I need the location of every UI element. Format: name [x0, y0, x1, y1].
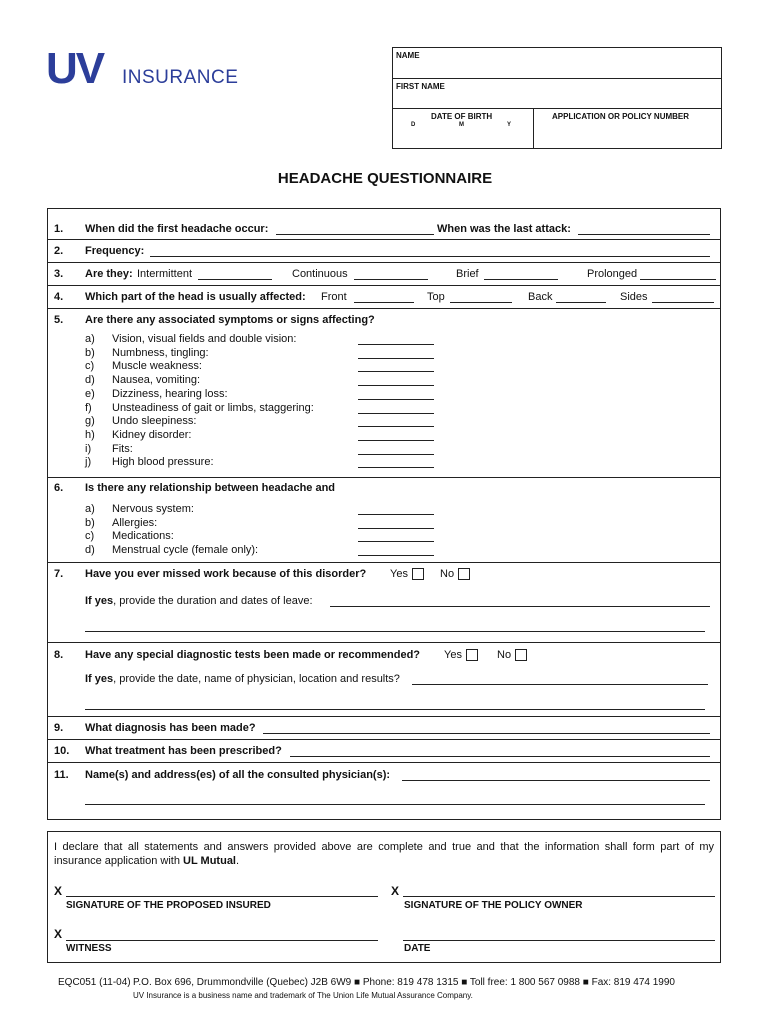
q5-item-label: Fits: [112, 442, 133, 455]
q5-item-answer[interactable] [358, 358, 434, 359]
q11-number: 11. [54, 769, 69, 781]
dob-label: DATE OF BIRTH [431, 112, 493, 121]
q8-no-checkbox[interactable] [515, 649, 527, 661]
declaration-company: UL Mutual [183, 855, 236, 867]
q6-item-label: Allergies: [112, 516, 158, 529]
q6-item-answer[interactable] [358, 555, 434, 556]
q3-brief-answer[interactable] [484, 279, 558, 280]
q6-item-letter: c) [85, 530, 95, 543]
q8-yes-checkbox[interactable] [466, 649, 478, 661]
q8-text: Have any special diagnostic tests been made or recommended? [85, 649, 421, 661]
q7-leave-answer[interactable] [330, 606, 710, 607]
witness-x: X [54, 927, 63, 941]
q6-text: Is there any relationship between headache and [85, 482, 336, 494]
form-code: EQC051 (11-04) [58, 977, 131, 988]
q6-item-answer[interactable] [358, 528, 434, 529]
q7-leave-answer-line2[interactable] [85, 631, 705, 632]
q11-text: Name(s) and address(es) of all the consulted physician(s): [85, 769, 391, 781]
q1-last-answer[interactable] [578, 234, 710, 235]
q7-yes-checkbox[interactable] [412, 568, 424, 580]
q9-number: 9. [54, 722, 64, 734]
q5-item-label: Unsteadiness of gait or limbs, staggering: [112, 401, 314, 414]
q3-intermittent-answer[interactable] [198, 279, 272, 280]
q8-no-option[interactable] [497, 649, 527, 661]
logo [46, 44, 246, 97]
q5-item-letter: g) [85, 415, 95, 428]
q6-item-answer[interactable] [358, 514, 434, 515]
first-name-field[interactable] [393, 79, 721, 109]
q9-text: What diagnosis has been made? [85, 722, 256, 734]
declaration-end: . [236, 855, 240, 867]
dob-field[interactable] [393, 109, 534, 148]
q5-item-label: Muscle weakness: [112, 360, 202, 373]
date-label: DATE [404, 943, 431, 954]
owner-signature-line[interactable] [403, 896, 715, 897]
q7-no-label: No [440, 568, 455, 580]
q11-answer[interactable] [402, 780, 710, 781]
q8-no-label: No [497, 649, 512, 661]
q4-opt-back: Back [528, 291, 553, 303]
q4-text: Which part of the head is usually affected: [85, 291, 306, 303]
q5-item-label: Dizziness, hearing loss: [112, 387, 228, 400]
q7-no-option[interactable] [440, 568, 470, 580]
q6-item-answer[interactable] [358, 541, 434, 542]
policy-number-field[interactable] [534, 109, 721, 148]
q6-item-letter: b) [85, 516, 95, 529]
q8-number: 8. [54, 649, 64, 661]
q5-item-answer[interactable] [358, 371, 434, 372]
q8-ifyes [85, 673, 400, 685]
q6-item-label: Nervous system: [112, 503, 194, 515]
q5-item-letter: d) [85, 374, 95, 387]
q1-number: 1. [54, 223, 64, 235]
name-field[interactable] [393, 48, 721, 79]
q6-item-label: Medications: [112, 530, 174, 543]
q5-item-label: Undo sleepiness: [112, 415, 197, 428]
questionnaire-box [47, 208, 721, 820]
q7-text: Have you ever missed work because of this disorder? [85, 568, 367, 580]
q4-sides-answer[interactable] [652, 302, 714, 303]
q5-item-label: High blood pressure: [112, 456, 214, 469]
q1-text-last: When was the last attack: [437, 223, 571, 235]
dob-y: Y [507, 122, 512, 128]
declaration-box [47, 831, 721, 963]
q2-number: 2. [54, 245, 64, 257]
q10-answer[interactable] [290, 756, 710, 757]
q5-text: Are there any associated symptoms or signs affecting? [85, 314, 375, 326]
insured-signature-line[interactable] [66, 896, 378, 897]
q5-item-label: Nausea, vomiting: [112, 374, 201, 387]
q3-opt-prolonged: Prolonged [587, 268, 638, 280]
q8-results-answer-line2[interactable] [85, 709, 705, 710]
witness-label: WITNESS [66, 943, 112, 954]
q6-number: 6. [54, 482, 64, 494]
q5-item-answer[interactable] [358, 385, 434, 386]
q5-item-answer[interactable] [358, 440, 434, 441]
q7-ifyes-text: , provide the duration and dates of leave: [113, 595, 313, 607]
q3-continuous-answer[interactable] [354, 279, 428, 280]
q5-item-letter: a) [85, 333, 95, 345]
q8-yes-option[interactable] [444, 649, 478, 661]
q5-item-answer[interactable] [358, 426, 434, 427]
q5-item-answer[interactable] [358, 413, 434, 414]
q5-item-letter: c) [85, 360, 95, 373]
q4-opt-front: Front [321, 291, 347, 303]
declaration-text [54, 840, 714, 868]
q6-item-label: Menstrual cycle (female only): [112, 544, 259, 557]
q1-first-answer[interactable] [276, 234, 434, 235]
q7-yes-label: Yes [390, 568, 408, 580]
owner-signature-label: SIGNATURE OF THE POLICY OWNER [404, 900, 583, 911]
q8-ifyes-text: , provide the date, name of physician, location and results? [113, 673, 400, 685]
name-label: NAME [396, 51, 420, 60]
q7-yes-option[interactable] [390, 568, 424, 580]
q6-item-letter: a) [85, 503, 95, 515]
dob-d: D [411, 122, 416, 128]
q5-number: 5. [54, 314, 64, 326]
q3-text: Are they: [85, 268, 133, 280]
q2-text: Frequency: [85, 245, 145, 257]
identity-box [392, 47, 722, 149]
q4-top-answer[interactable] [450, 302, 512, 303]
q5-item-label: Vision, visual fields and double vision: [112, 333, 297, 345]
q10-number: 10. [54, 745, 70, 757]
q8-yes-label: Yes [444, 649, 462, 661]
dob-m: M [459, 122, 464, 128]
q4-number: 4. [54, 291, 64, 303]
q5-item-letter: e) [85, 387, 95, 400]
q4-opt-sides: Sides [620, 291, 648, 303]
q5-item-answer[interactable] [358, 399, 434, 400]
q3-prolonged-answer[interactable] [640, 279, 716, 280]
q10-text: What treatment has been prescribed? [85, 745, 282, 757]
q11-answer-line2[interactable] [85, 804, 705, 805]
date-line[interactable] [403, 940, 715, 941]
q4-opt-top: Top [427, 291, 445, 303]
q3-opt-intermittent: Intermittent [137, 268, 193, 280]
page-title: HEADACHE QUESTIONNAIRE [277, 170, 493, 187]
q5-item-answer[interactable] [358, 454, 434, 455]
policy-label: APPLICATION OR POLICY NUMBER [552, 112, 690, 121]
insured-signature-label: SIGNATURE OF THE PROPOSED INSURED [66, 900, 271, 911]
q5-item-answer[interactable] [358, 344, 434, 345]
q3-opt-continuous: Continuous [292, 268, 348, 280]
q5-item-letter: b) [85, 346, 95, 359]
q5-item-label: Kidney disorder: [112, 428, 192, 441]
q7-no-checkbox[interactable] [458, 568, 470, 580]
q4-back-answer[interactable] [556, 302, 606, 303]
first-name-label: FIRST NAME [396, 82, 445, 91]
q5-item-letter: f) [85, 401, 92, 414]
q1-text-first: When did the first headache occur: [85, 223, 269, 235]
owner-x: X [391, 884, 400, 898]
logo-uv: UV [46, 44, 104, 93]
q8-results-answer[interactable] [412, 684, 708, 685]
q7-number: 7. [54, 568, 64, 580]
q3-number: 3. [54, 268, 64, 280]
logo-insurance: INSURANCE [122, 67, 239, 88]
witness-signature-line[interactable] [66, 940, 378, 941]
declaration-body: I declare that all statements and answers provided above are complete and true and that the information shall form part of my insurance application with [54, 841, 714, 867]
footer-address: P.O. Box 696, Drummondville (Quebec) J2B 6W9 ■ Phone: 819 478 1315 ■ Toll free: 1 800 567 0988 ■ Fax: 819 474 1990 [133, 977, 675, 988]
q7-ifyes-bold: If yes [85, 595, 114, 607]
q4-front-answer[interactable] [354, 302, 414, 303]
q9-answer[interactable] [263, 733, 710, 734]
q5-item-label: Numbness, tingling: [112, 346, 209, 359]
q5-item-answer[interactable] [358, 467, 434, 468]
q8-ifyes-bold: If yes [85, 673, 114, 685]
q2-answer[interactable] [150, 256, 710, 257]
insured-x: X [54, 884, 63, 898]
q7-ifyes [85, 595, 313, 607]
footer-note: UV Insurance is a business name and trademark of The Union Life Mutual Assurance Company. [133, 991, 473, 1000]
q5-item-letter: j) [85, 456, 92, 469]
q6-item-letter: d) [85, 544, 95, 557]
q5-item-letter: i) [85, 442, 92, 455]
q3-opt-brief: Brief [456, 268, 479, 280]
q5-item-letter: h) [85, 428, 95, 441]
